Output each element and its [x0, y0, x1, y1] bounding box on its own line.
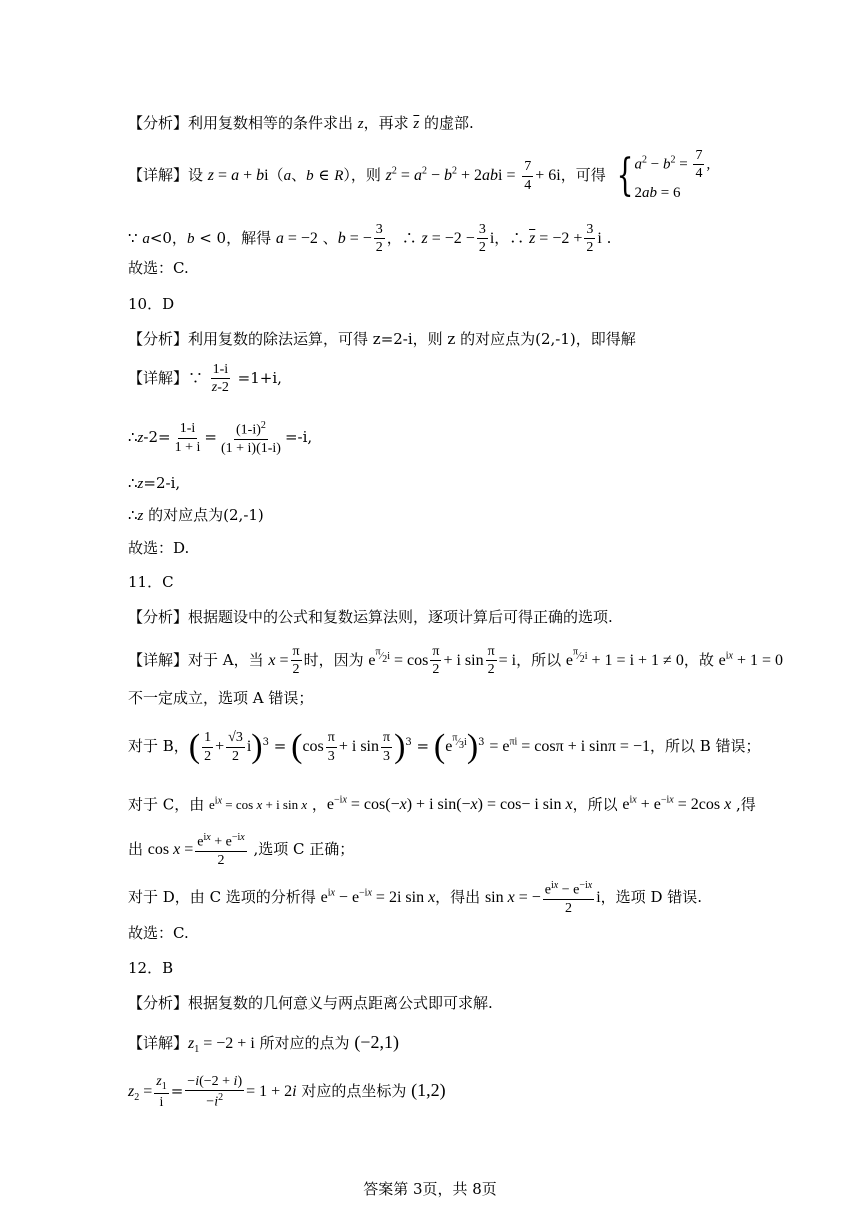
q11-a1: 【详解】对于 A，当 x = $\frac{\pi}{2}$ 时，因为 $e^{^\pi⁄_2i} = \cos$ $\frac{\pi}{2}$ + i sin $\frac{\pi}{2}$ = i，所以 $e^{^\pi⁄_2i} + 1 = i + 1 \ne 0$，故 $e^{ix} + 1 = 0$: [128, 644, 783, 678]
q10-l1: 【详解】∵ $\frac{1-i}{z-2}$ =1+i,: [128, 362, 282, 396]
text: 根据题设中的公式和复数运算法则，逐项计算后可得正确的选项.: [188, 608, 613, 626]
q12-analysis: 【分析】根据复数的几何意义与两点距离公式即可求解.: [128, 994, 493, 1012]
q9-line3: ∵ a<0，b < 0，解得 a = −2 、b = − $\frac{3}{2}$ ，∴ z = −2 − $\frac{3}{2}$ i，∴ $\overline{z} = -2$ + $\frac{3}{2}$ i .: [128, 222, 612, 256]
q11-a2: 不一定成立，选项 A 错误；: [128, 689, 314, 707]
q11-analysis: 【分析】根据题设中的公式和复数运算法则，逐项计算后可得正确的选项.: [128, 608, 613, 626]
label: 【分析】: [128, 114, 189, 132]
q10-answer: 故选：D.: [128, 539, 190, 557]
q9-detail: 【详解】设 z = a + bi（a、b ∈ R），则 $z^2 = a^2 - b^2 + 2abi$ = $\frac{7}{4}$ + 6i，可得 { $a^2 - b^2$ = $\frac{7}{4}$ , 2ab = 6: [128, 148, 711, 202]
q11-title: 11．C: [128, 573, 174, 591]
q11-c1: 对于 C，由 $e^{ix} = \cos x + i$ sin x ，$e^{-ix} = \cos(-x) + i$ sin(−x) = cos− i sin x，所以 $e^{ix} + e^{-ix} = 2\cos$ x ,得: [128, 795, 756, 814]
q10-l3: ∴z=2-i,: [128, 474, 181, 492]
q11-c2: 出 cos x = $\frac{e^{ix} + e^{-ix}}{2}$ ,选项 C 正确；: [128, 832, 355, 869]
q9-answer: 故选：C.: [128, 259, 189, 277]
q12-l1: 【详解】$z_1 = -2 + i$ 所对应的点为 (−2,1): [128, 1032, 399, 1056]
q10-l2: ∴z-2= $\frac{1-i}{1 + i}$ = $\frac{(1-i)^2}{(1 + i)(1-i)}$ =-i,: [128, 420, 313, 457]
page-footer: 答案第 3页，共 8页: [363, 1180, 497, 1198]
q12-title: 12．B: [128, 959, 174, 977]
q9-analysis: 【分析】利用复数相等的条件求出 z，再求 $\overline{z}$ 的虚部.: [128, 114, 474, 132]
label: 【详解】: [128, 166, 189, 185]
q11-d1: 对于 D，由 C 选项的分析得 $e^{ix} - e^{-ix} = 2i$ sin x，得出 sin x = − $\frac{e^{ix} - e^{-ix}}{2}$ i，选项 D 错误.: [128, 880, 703, 917]
q10-l4: ∴z 的对应点为(2,-1): [128, 506, 264, 524]
q10-title: 10．D: [128, 295, 175, 313]
q12-l2: $z_2$ = $\frac{z_1}{i}$ = $\frac{-i(-2 + i)}{-i^2}$ = 1 + 2i 对应的点坐标为 (1,2): [128, 1074, 446, 1111]
text: 根据复数的几何意义与两点距离公式即可求解.: [188, 994, 493, 1012]
text: 利用复数的除法运算，可得 z=2-i，则 z 的对应点为(2,-1)，即得解: [188, 330, 636, 348]
q10-analysis: 【分析】利用复数的除法运算，可得 z=2-i，则 z 的对应点为(2,-1)，即得解: [128, 330, 636, 348]
q11-answer: 故选：C.: [128, 924, 189, 942]
q11-b1: 对于 B，( $\frac{1}{2}$ + $\frac{√3}{2}$ i)$^3$ = (cos $\frac{\pi}{3}$ + i sin $\frac{\pi}{3}$ )$^3 = (e^{^\pi⁄_3i})^3 = e^{\pi i} = \cos\pi + i$ sinπ = −1，所以 B 错误；: [128, 728, 761, 765]
